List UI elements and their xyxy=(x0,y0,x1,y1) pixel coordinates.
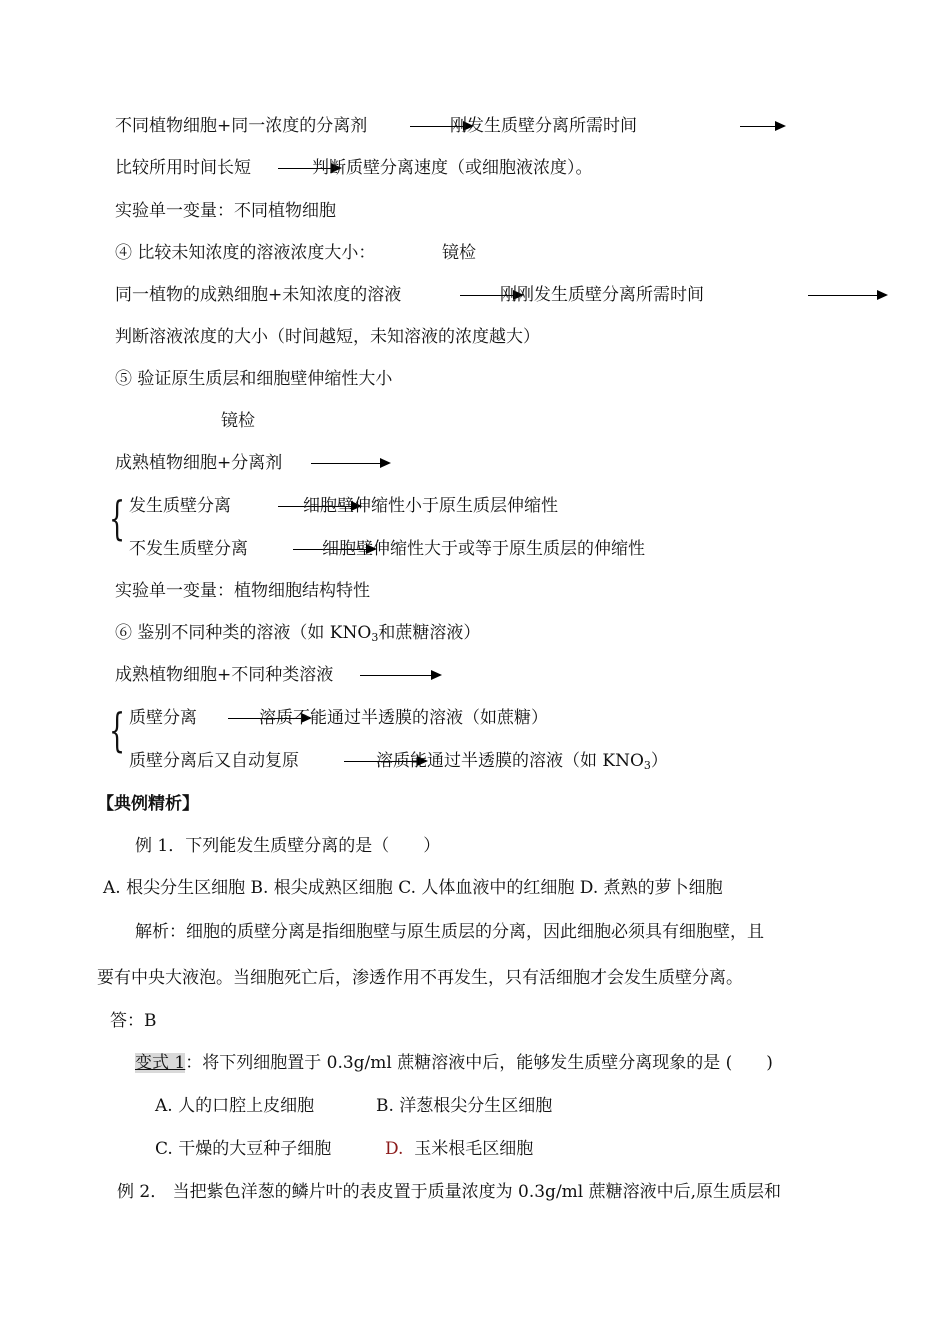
text-line: 刚刚发生质壁分离所需时间 xyxy=(500,285,704,305)
text-line: 发生质壁分离 xyxy=(129,496,231,516)
text-line: 不同植物细胞+同一浓度的分离剂 xyxy=(115,116,368,136)
text-line: 成熟植物细胞+分离剂 xyxy=(115,453,283,473)
text-line: 质壁分离后又自动复原 xyxy=(129,751,299,771)
arrow-icon xyxy=(311,463,389,464)
brace-icon: { xyxy=(109,703,126,757)
option-c: C. 干燥的大豆种子细胞 xyxy=(155,1139,332,1159)
text-line: 镜检 xyxy=(442,243,476,263)
text-line: 细胞壁伸缩性大于或等于原生质层的伸缩性 xyxy=(322,539,645,559)
text-line: 比较所用时间长短 xyxy=(115,158,251,178)
text-line: 不发生质壁分离 xyxy=(129,539,248,559)
text-segment: 玉米根毛区细胞 xyxy=(414,1139,534,1159)
variant-label: 变式 1 xyxy=(135,1053,186,1073)
text-line: 答：B xyxy=(110,1011,157,1031)
text-line: 判断质壁分离速度（或细胞液浓度）。 xyxy=(312,158,593,178)
text-segment: ⑥ 鉴别不同种类的溶液（如 KNO xyxy=(115,623,372,643)
text-line: 刚发生质壁分离所需时间 xyxy=(450,116,637,136)
text-line: ⑤ 验证原生质层和细胞壁伸缩性大小 xyxy=(115,369,393,389)
text-line: 镜检 xyxy=(221,411,255,431)
section-heading: 【典例精析】 xyxy=(97,794,199,814)
text-line: 细胞壁伸缩性小于原生质层伸缩性 xyxy=(303,496,558,516)
text-line xyxy=(135,1052,773,1074)
text-segment: ） xyxy=(650,751,668,771)
text-line: 同一植物的成熟细胞+未知浓度的溶液 xyxy=(115,285,402,305)
text-segment: ：将下列细胞置于 0.3g/ml 蔗糖溶液中后，能够发生质壁分离现象的是 ( ) xyxy=(185,1053,773,1073)
arrow-icon xyxy=(360,675,440,676)
option-b: B. 洋葱根尖分生区细胞 xyxy=(376,1096,553,1116)
option-d xyxy=(385,1138,533,1160)
subscript: 3 xyxy=(643,759,651,772)
text-line: 例 2． 当把紫色洋葱的鳞片叶的表皮置于质量浓度为 0.3g/ml 蔗糖溶液中后,原生质层和 xyxy=(117,1182,782,1202)
text-line: 判断溶液浓度的大小（时间越短，未知溶液的浓度越大） xyxy=(115,327,540,347)
text-segment: 溶质能通过半透膜的溶液（如 KNO xyxy=(376,751,644,771)
option-letter: D. xyxy=(385,1139,404,1159)
text-line: 成熟植物细胞+不同种类溶液 xyxy=(115,665,334,685)
arrow-icon xyxy=(740,126,784,127)
text-line: ④ 比较未知浓度的溶液浓度大小： xyxy=(115,243,376,263)
brace-icon: { xyxy=(109,491,126,545)
text-line: 溶质不能通过半透膜的溶液（如蔗糖） xyxy=(259,708,548,728)
text-line: 实验单一变量：植物细胞结构特性 xyxy=(115,581,370,601)
text-line: 例 1．下列能发生质壁分离的是（ ） xyxy=(135,836,441,856)
text-line xyxy=(376,750,668,777)
text-line: 实验单一变量：不同植物细胞 xyxy=(115,201,336,221)
text-line: 质壁分离 xyxy=(129,708,197,728)
option-a: A. 人的口腔上皮细胞 xyxy=(155,1096,315,1116)
arrow-icon xyxy=(808,295,886,296)
text-line: 解析：细胞的质壁分离是指细胞壁与原生质层的分离，因此细胞必须具有细胞壁，且 xyxy=(135,922,764,942)
text-segment: 和蔗糖溶液） xyxy=(378,623,481,643)
text-line xyxy=(115,622,480,649)
text-line: 要有中央大液泡。当细胞死亡后，渗透作用不再发生，只有活细胞才会发生质壁分离。 xyxy=(97,968,743,988)
subscript: 3 xyxy=(371,631,379,644)
text-line: A. 根尖分生区细胞 B. 根尖成熟区细胞 C. 人体血液中的红细胞 D. 煮熟的萝卜细胞 xyxy=(103,878,723,898)
